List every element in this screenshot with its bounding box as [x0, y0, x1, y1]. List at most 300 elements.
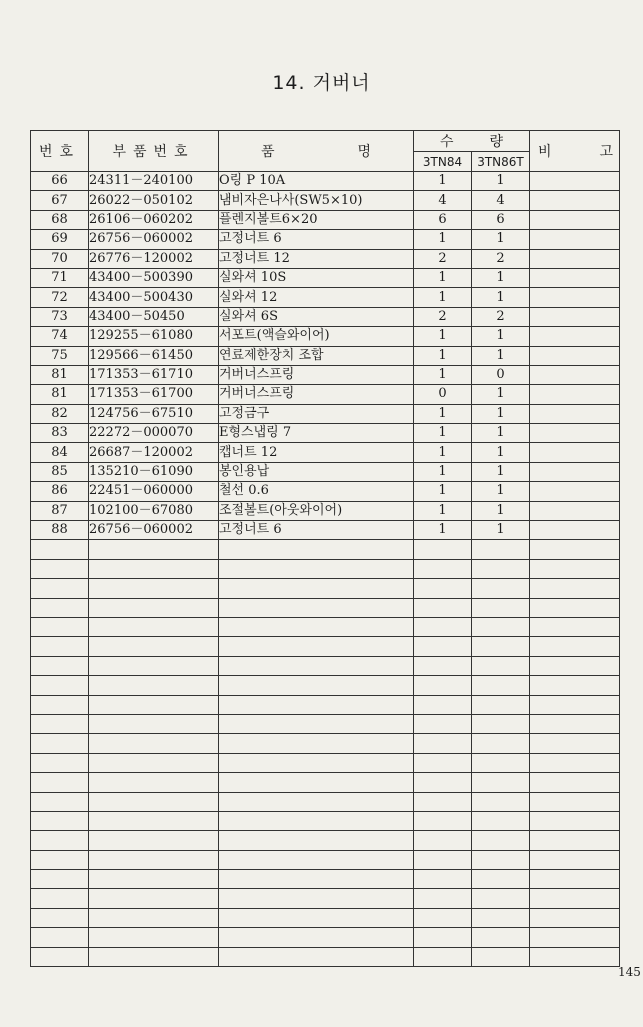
cell-note — [530, 559, 620, 578]
cell-note — [530, 773, 620, 792]
cell-note — [530, 443, 620, 462]
table-row-empty — [31, 617, 620, 636]
cell-no — [31, 908, 89, 927]
cell-qty-3tn86t — [472, 908, 530, 927]
header-note-left: 비 — [538, 144, 552, 160]
cell-note — [530, 230, 620, 249]
cell-qty-3tn86t — [472, 811, 530, 830]
cell-note — [530, 598, 620, 617]
cell-no — [31, 753, 89, 772]
cell-part-name: 거버너스프링 — [219, 385, 414, 404]
cell-qty-3tn86t — [472, 928, 530, 947]
table-row-empty — [31, 579, 620, 598]
cell-qty-3tn84: 1 — [414, 172, 472, 191]
cell-qty-3tn86t — [472, 540, 530, 559]
cell-no: 81 — [31, 385, 89, 404]
cell-no: 87 — [31, 501, 89, 520]
header-name-right: 명 — [357, 144, 371, 160]
cell-part-no: 129255－61080 — [89, 327, 219, 346]
cell-note — [530, 579, 620, 598]
table-row — [31, 191, 620, 210]
header-note — [530, 131, 620, 172]
cell-qty-3tn86t: 1 — [472, 482, 530, 501]
cell-part-name: 실와셔 6S — [219, 307, 414, 326]
cell-part-no — [89, 928, 219, 947]
cell-qty-3tn84: 2 — [414, 307, 472, 326]
table-row — [31, 521, 620, 540]
cell-part-name — [219, 792, 414, 811]
table-row-empty — [31, 540, 620, 559]
cell-qty-3tn86t — [472, 676, 530, 695]
cell-note — [530, 172, 620, 191]
cell-note — [530, 714, 620, 733]
cell-qty-3tn86t: 1 — [472, 327, 530, 346]
cell-qty-3tn84: 4 — [414, 191, 472, 210]
cell-part-name: 고정금구 — [219, 404, 414, 423]
cell-part-no — [89, 753, 219, 772]
cell-part-no — [89, 695, 219, 714]
cell-part-name — [219, 695, 414, 714]
cell-part-name: E형스냅링 7 — [219, 424, 414, 443]
header-note-right: 고 — [599, 144, 613, 160]
header-model-3tn86t: 3TN86T — [472, 152, 530, 172]
cell-qty-3tn86t — [472, 656, 530, 675]
cell-note — [530, 753, 620, 772]
cell-qty-3tn84 — [414, 889, 472, 908]
cell-qty-3tn86t — [472, 579, 530, 598]
header-qty-left: 수 — [440, 134, 454, 150]
table-row — [31, 307, 620, 326]
table-row-empty — [31, 811, 620, 830]
cell-part-no: 124756－67510 — [89, 404, 219, 423]
cell-qty-3tn84 — [414, 695, 472, 714]
cell-note — [530, 850, 620, 869]
table-row — [31, 288, 620, 307]
cell-note — [530, 268, 620, 287]
cell-part-no: 171353－61710 — [89, 365, 219, 384]
cell-note — [530, 346, 620, 365]
header-model-3tn84: 3TN84 — [414, 152, 472, 172]
table-row — [31, 268, 620, 287]
cell-qty-3tn86t — [472, 617, 530, 636]
cell-part-name — [219, 773, 414, 792]
cell-no — [31, 598, 89, 617]
cell-qty-3tn84: 1 — [414, 404, 472, 423]
cell-note — [530, 482, 620, 501]
table-row-empty — [31, 908, 620, 927]
cell-note — [530, 404, 620, 423]
cell-no — [31, 870, 89, 889]
cell-qty-3tn84 — [414, 773, 472, 792]
cell-part-name — [219, 540, 414, 559]
cell-note — [530, 501, 620, 520]
cell-part-no — [89, 870, 219, 889]
cell-no: 67 — [31, 191, 89, 210]
header-name-left: 품 — [261, 144, 275, 160]
cell-part-name: 캡너트 12 — [219, 443, 414, 462]
cell-part-no — [89, 637, 219, 656]
cell-no — [31, 540, 89, 559]
cell-qty-3tn84 — [414, 637, 472, 656]
cell-note — [530, 617, 620, 636]
cell-qty-3tn86t: 1 — [472, 385, 530, 404]
cell-part-no — [89, 850, 219, 869]
cell-no — [31, 579, 89, 598]
cell-no: 83 — [31, 424, 89, 443]
cell-qty-3tn84 — [414, 559, 472, 578]
cell-note — [530, 676, 620, 695]
cell-note — [530, 695, 620, 714]
cell-part-no — [89, 773, 219, 792]
table-header-row — [31, 131, 620, 152]
cell-part-name — [219, 637, 414, 656]
cell-qty-3tn84: 1 — [414, 268, 472, 287]
cell-part-name: 고정너트 6 — [219, 521, 414, 540]
cell-qty-3tn84 — [414, 870, 472, 889]
table-row — [31, 482, 620, 501]
cell-part-no: 43400－500430 — [89, 288, 219, 307]
cell-part-no: 171353－61700 — [89, 385, 219, 404]
table-row — [31, 172, 620, 191]
table-row — [31, 424, 620, 443]
cell-no — [31, 559, 89, 578]
cell-no — [31, 695, 89, 714]
cell-part-no — [89, 947, 219, 966]
cell-note — [530, 870, 620, 889]
cell-part-name — [219, 850, 414, 869]
cell-qty-3tn84 — [414, 831, 472, 850]
table-row-empty — [31, 695, 620, 714]
cell-qty-3tn86t — [472, 889, 530, 908]
table-row-empty — [31, 831, 620, 850]
cell-part-name — [219, 579, 414, 598]
cell-qty-3tn84: 1 — [414, 346, 472, 365]
table-row-empty — [31, 947, 620, 966]
cell-qty-3tn86t: 6 — [472, 210, 530, 229]
cell-part-name: 조절볼트(아웃와이어) — [219, 501, 414, 520]
cell-note — [530, 734, 620, 753]
cell-part-name: 고정너트 6 — [219, 230, 414, 249]
cell-part-no: 26106－060202 — [89, 210, 219, 229]
cell-part-name — [219, 559, 414, 578]
cell-qty-3tn84: 1 — [414, 424, 472, 443]
cell-qty-3tn86t — [472, 831, 530, 850]
cell-qty-3tn86t — [472, 792, 530, 811]
cell-note — [530, 462, 620, 481]
cell-qty-3tn86t — [472, 637, 530, 656]
cell-no — [31, 656, 89, 675]
cell-no: 88 — [31, 521, 89, 540]
cell-note — [530, 792, 620, 811]
cell-qty-3tn86t — [472, 598, 530, 617]
cell-qty-3tn84: 1 — [414, 482, 472, 501]
cell-no: 71 — [31, 268, 89, 287]
cell-qty-3tn86t: 1 — [472, 501, 530, 520]
table-row — [31, 327, 620, 346]
cell-no — [31, 792, 89, 811]
cell-qty-3tn84: 1 — [414, 230, 472, 249]
cell-qty-3tn86t: 1 — [472, 443, 530, 462]
cell-part-name — [219, 734, 414, 753]
cell-part-no — [89, 676, 219, 695]
cell-qty-3tn84 — [414, 928, 472, 947]
cell-qty-3tn86t: 1 — [472, 288, 530, 307]
cell-part-no — [89, 579, 219, 598]
cell-part-no: 26756－060002 — [89, 521, 219, 540]
cell-qty-3tn84 — [414, 734, 472, 753]
table-row — [31, 443, 620, 462]
cell-part-no — [89, 559, 219, 578]
cell-qty-3tn84 — [414, 908, 472, 927]
table-row-empty — [31, 656, 620, 675]
cell-qty-3tn86t — [472, 714, 530, 733]
cell-note — [530, 210, 620, 229]
cell-part-name: 봉인용납 — [219, 462, 414, 481]
page-number: 145 — [618, 965, 641, 979]
cell-note — [530, 288, 620, 307]
cell-note — [530, 327, 620, 346]
cell-qty-3tn84 — [414, 656, 472, 675]
cell-part-name — [219, 676, 414, 695]
cell-qty-3tn84: 6 — [414, 210, 472, 229]
cell-qty-3tn84: 0 — [414, 385, 472, 404]
cell-part-name: 실와셔 12 — [219, 288, 414, 307]
cell-qty-3tn84 — [414, 714, 472, 733]
cell-note — [530, 249, 620, 268]
cell-qty-3tn84: 1 — [414, 443, 472, 462]
cell-part-no: 102100－67080 — [89, 501, 219, 520]
cell-no: 84 — [31, 443, 89, 462]
cell-part-no — [89, 831, 219, 850]
table-row-empty — [31, 676, 620, 695]
cell-note — [530, 424, 620, 443]
cell-no — [31, 811, 89, 830]
header-name — [219, 131, 414, 172]
table-row — [31, 365, 620, 384]
table-row-empty — [31, 792, 620, 811]
cell-note — [530, 637, 620, 656]
parts-table-body — [31, 172, 620, 967]
cell-part-name: 실와셔 10S — [219, 268, 414, 287]
header-part-no: 부품번호 — [89, 131, 219, 172]
cell-note — [530, 521, 620, 540]
cell-qty-3tn84 — [414, 617, 472, 636]
cell-part-no: 26776－120002 — [89, 249, 219, 268]
cell-no: 82 — [31, 404, 89, 423]
table-row-empty — [31, 637, 620, 656]
cell-qty-3tn84 — [414, 850, 472, 869]
cell-qty-3tn84 — [414, 540, 472, 559]
cell-part-no: 26022－050102 — [89, 191, 219, 210]
cell-part-no — [89, 714, 219, 733]
cell-qty-3tn86t: 2 — [472, 307, 530, 326]
header-qty — [414, 131, 530, 152]
table-row-empty — [31, 598, 620, 617]
cell-no: 66 — [31, 172, 89, 191]
cell-no: 72 — [31, 288, 89, 307]
cell-part-no — [89, 889, 219, 908]
cell-part-name — [219, 811, 414, 830]
cell-qty-3tn86t — [472, 850, 530, 869]
cell-part-name — [219, 947, 414, 966]
cell-part-no — [89, 656, 219, 675]
cell-no — [31, 637, 89, 656]
cell-part-name: 고정너트 12 — [219, 249, 414, 268]
table-row — [31, 210, 620, 229]
cell-note — [530, 365, 620, 384]
cell-part-no — [89, 811, 219, 830]
cell-qty-3tn86t — [472, 695, 530, 714]
table-row — [31, 385, 620, 404]
table-row-empty — [31, 889, 620, 908]
cell-qty-3tn86t: 2 — [472, 249, 530, 268]
cell-no: 74 — [31, 327, 89, 346]
cell-qty-3tn86t: 1 — [472, 424, 530, 443]
cell-part-name: 연료제한장치 조합 — [219, 346, 414, 365]
cell-part-name — [219, 753, 414, 772]
cell-part-no — [89, 598, 219, 617]
cell-part-no — [89, 734, 219, 753]
cell-qty-3tn86t: 1 — [472, 521, 530, 540]
cell-qty-3tn84: 1 — [414, 462, 472, 481]
cell-part-no: 43400－50450 — [89, 307, 219, 326]
table-row-empty — [31, 714, 620, 733]
cell-part-no: 24311－240100 — [89, 172, 219, 191]
cell-qty-3tn84 — [414, 579, 472, 598]
parts-table — [30, 130, 620, 967]
cell-qty-3tn86t — [472, 753, 530, 772]
table-row-empty — [31, 850, 620, 869]
table-row-empty — [31, 870, 620, 889]
page-title: 14. 거버너 — [272, 72, 371, 94]
cell-no: 75 — [31, 346, 89, 365]
cell-part-no — [89, 908, 219, 927]
cell-qty-3tn84 — [414, 947, 472, 966]
cell-qty-3tn86t — [472, 734, 530, 753]
cell-qty-3tn86t: 1 — [472, 268, 530, 287]
cell-no — [31, 676, 89, 695]
cell-no — [31, 928, 89, 947]
table-row — [31, 404, 620, 423]
cell-qty-3tn86t: 1 — [472, 462, 530, 481]
cell-no — [31, 734, 89, 753]
cell-qty-3tn84: 1 — [414, 365, 472, 384]
cell-qty-3tn86t: 0 — [472, 365, 530, 384]
cell-no: 69 — [31, 230, 89, 249]
cell-qty-3tn86t: 4 — [472, 191, 530, 210]
cell-qty-3tn84 — [414, 676, 472, 695]
cell-part-no: 22451－060000 — [89, 482, 219, 501]
cell-no — [31, 947, 89, 966]
cell-no: 86 — [31, 482, 89, 501]
cell-no — [31, 889, 89, 908]
cell-qty-3tn86t: 1 — [472, 172, 530, 191]
table-row — [31, 249, 620, 268]
cell-part-name — [219, 598, 414, 617]
cell-no: 85 — [31, 462, 89, 481]
table-row-empty — [31, 559, 620, 578]
cell-note — [530, 811, 620, 830]
cell-note — [530, 191, 620, 210]
cell-qty-3tn84 — [414, 792, 472, 811]
cell-part-name: 거버너스프링 — [219, 365, 414, 384]
cell-part-no: 129566－61450 — [89, 346, 219, 365]
cell-qty-3tn86t — [472, 559, 530, 578]
table-row-empty — [31, 753, 620, 772]
cell-part-name — [219, 831, 414, 850]
table-row-empty — [31, 734, 620, 753]
cell-part-no: 43400－500390 — [89, 268, 219, 287]
cell-part-no: 26756－060002 — [89, 230, 219, 249]
cell-part-name — [219, 617, 414, 636]
cell-qty-3tn86t: 1 — [472, 346, 530, 365]
cell-part-no: 135210－61090 — [89, 462, 219, 481]
cell-part-name: 냄비자은나사(SW5×10) — [219, 191, 414, 210]
cell-qty-3tn84 — [414, 811, 472, 830]
cell-part-no — [89, 540, 219, 559]
cell-no — [31, 831, 89, 850]
cell-qty-3tn84 — [414, 598, 472, 617]
table-row — [31, 462, 620, 481]
cell-note — [530, 656, 620, 675]
cell-qty-3tn84: 1 — [414, 327, 472, 346]
cell-part-name — [219, 928, 414, 947]
cell-no: 81 — [31, 365, 89, 384]
cell-part-name — [219, 714, 414, 733]
cell-part-no — [89, 792, 219, 811]
cell-no: 70 — [31, 249, 89, 268]
cell-no — [31, 714, 89, 733]
cell-part-no: 26687－120002 — [89, 443, 219, 462]
cell-no — [31, 773, 89, 792]
cell-no: 73 — [31, 307, 89, 326]
cell-part-no: 22272－000070 — [89, 424, 219, 443]
cell-qty-3tn86t — [472, 870, 530, 889]
cell-note — [530, 947, 620, 966]
cell-qty-3tn86t — [472, 947, 530, 966]
cell-part-name: O링 P 10A — [219, 172, 414, 191]
header-qty-right: 량 — [489, 134, 503, 150]
cell-part-name: 플렌지볼트6×20 — [219, 210, 414, 229]
cell-note — [530, 540, 620, 559]
cell-qty-3tn84 — [414, 753, 472, 772]
cell-note — [530, 831, 620, 850]
cell-qty-3tn86t: 1 — [472, 230, 530, 249]
cell-note — [530, 307, 620, 326]
table-row-empty — [31, 773, 620, 792]
table-row — [31, 230, 620, 249]
cell-note — [530, 908, 620, 927]
header-no: 번호 — [31, 131, 89, 172]
cell-qty-3tn84: 1 — [414, 288, 472, 307]
table-row — [31, 346, 620, 365]
cell-no — [31, 850, 89, 869]
cell-qty-3tn86t — [472, 773, 530, 792]
cell-part-name — [219, 870, 414, 889]
cell-note — [530, 889, 620, 908]
cell-qty-3tn86t: 1 — [472, 404, 530, 423]
cell-part-name — [219, 908, 414, 927]
cell-qty-3tn84: 1 — [414, 521, 472, 540]
cell-part-name: 서포트(액슬와이어) — [219, 327, 414, 346]
cell-part-name — [219, 656, 414, 675]
cell-note — [530, 385, 620, 404]
cell-part-name: 철선 0.6 — [219, 482, 414, 501]
cell-no — [31, 617, 89, 636]
table-row — [31, 501, 620, 520]
cell-part-name — [219, 889, 414, 908]
cell-qty-3tn84: 1 — [414, 501, 472, 520]
